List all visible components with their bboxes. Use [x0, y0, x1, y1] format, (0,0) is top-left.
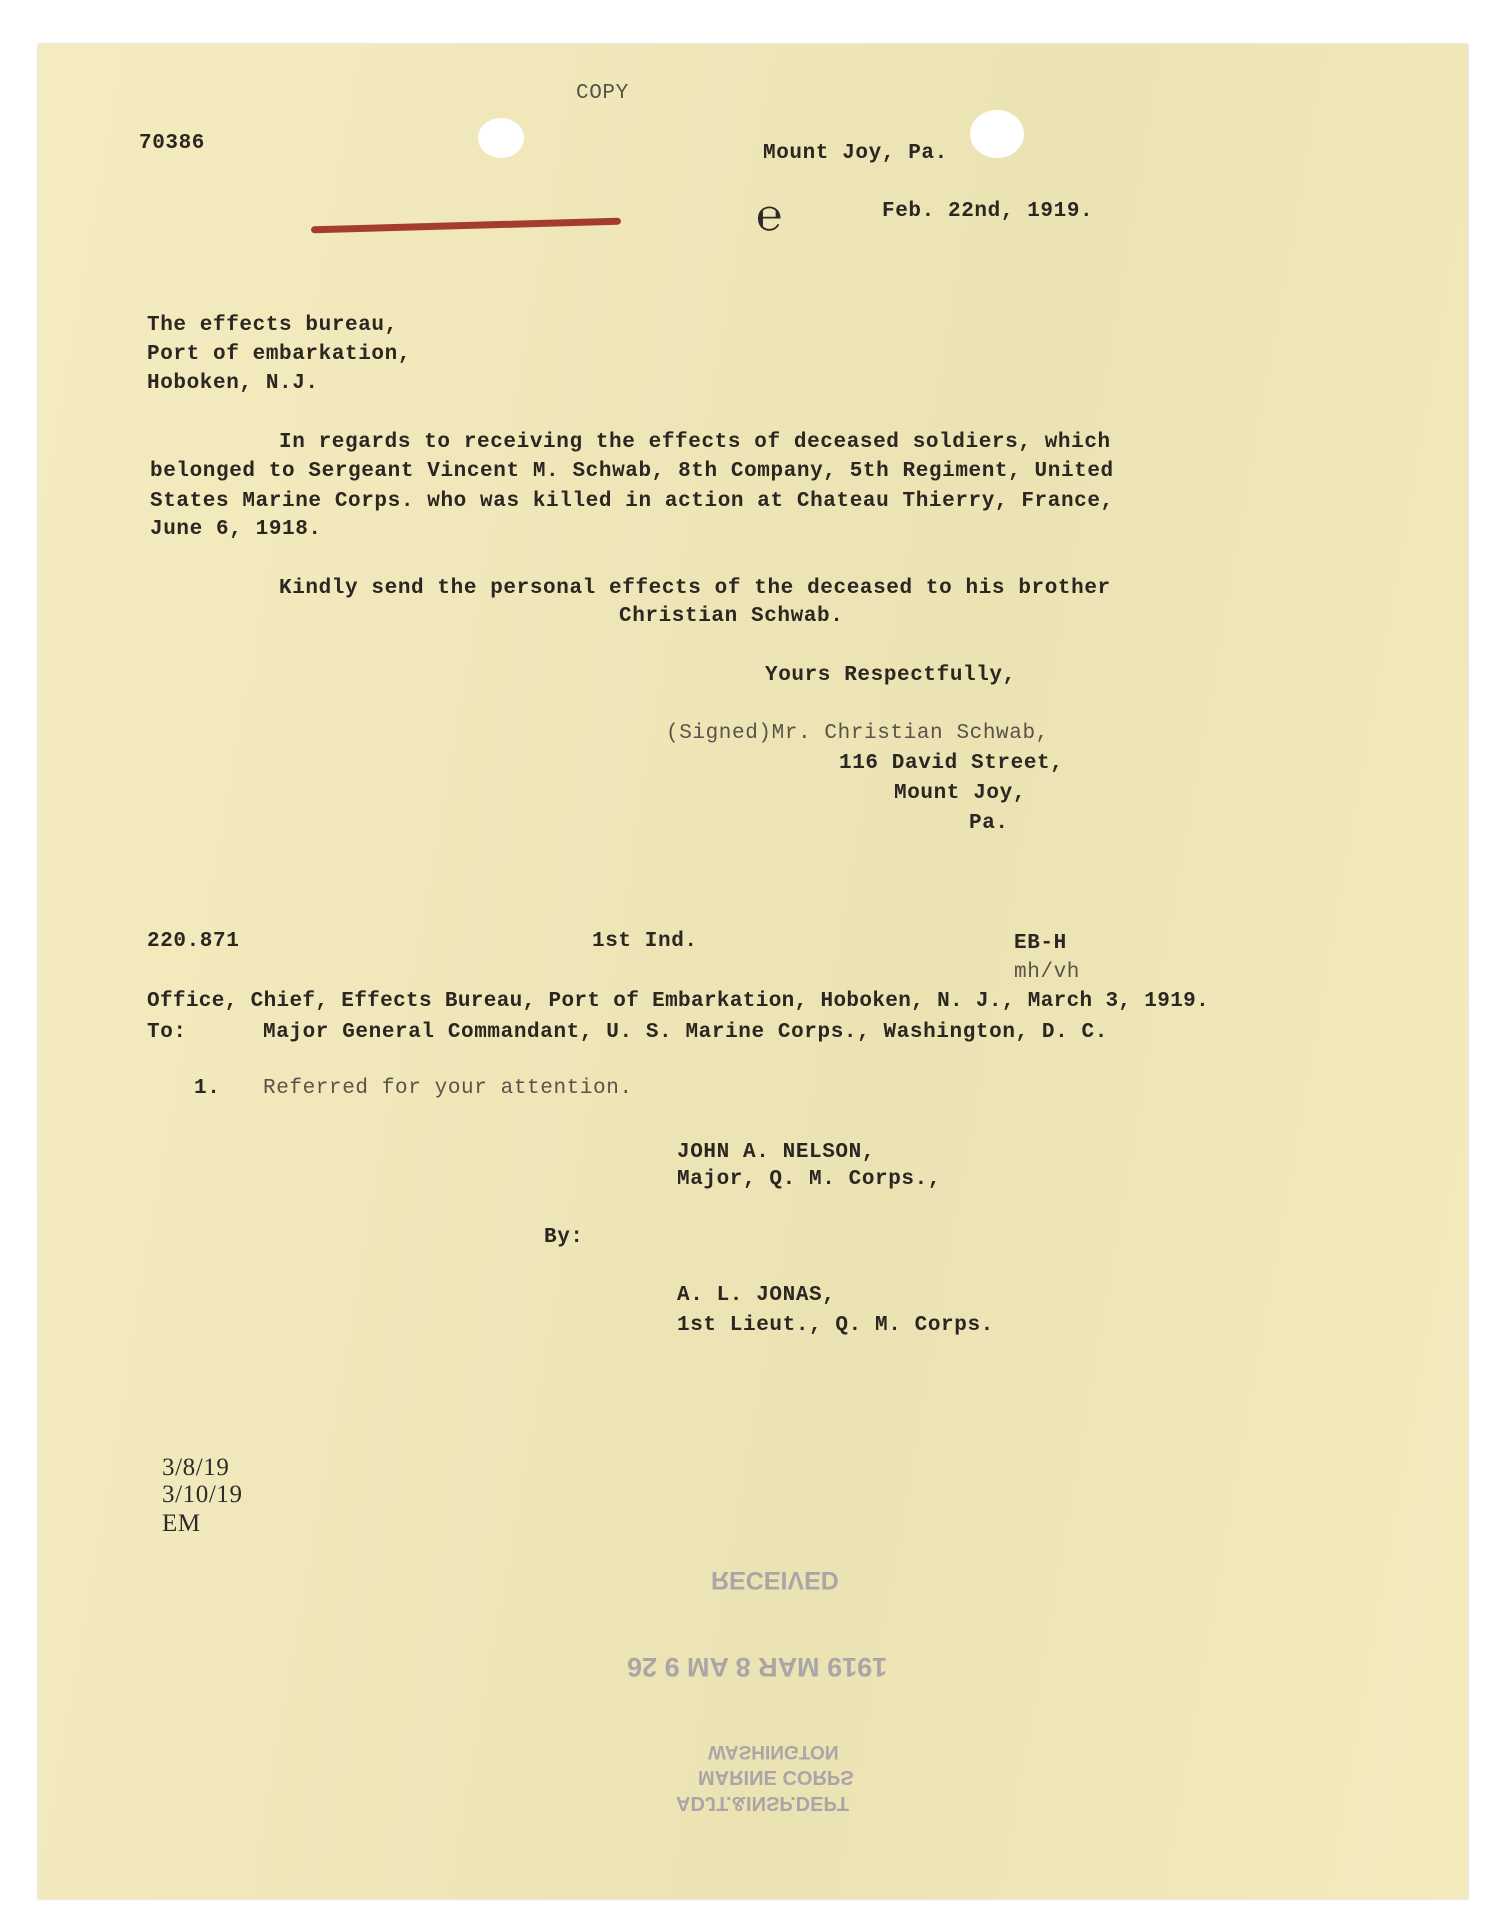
indorsement-code-1: EB-H — [1014, 932, 1067, 955]
indorsement-to-line: Major General Commandant, U. S. Marine Corps., Washington, D. C. — [263, 1021, 1108, 1044]
address-line-1: The effects bureau, — [147, 314, 398, 337]
body-para1-line2: belonged to Sergeant Vincent M. Schwab, 8th Company, 5th Regiment, United — [150, 460, 1114, 483]
punch-hole-left — [478, 118, 524, 158]
received-date-stamp: 1919 MAR 8 AM 9 26 — [627, 1652, 888, 1682]
agent-title: 1st Lieut., Q. M. Corps. — [677, 1314, 994, 1337]
body-para2-line2: Christian Schwab. — [619, 605, 844, 628]
note-initials: EM — [162, 1510, 201, 1537]
closing-salutation: Yours Respectfully, — [765, 664, 1016, 687]
closing-street: 116 David Street, — [839, 752, 1064, 775]
closing-city: Mount Joy, — [894, 782, 1027, 805]
office-stamp-line-1: ADJT.&INSP.DEPT — [676, 1792, 850, 1814]
office-stamp-line-2: MARINE CORPS — [698, 1766, 854, 1788]
letter-place: Mount Joy, Pa. — [763, 142, 948, 165]
indorsement-label: 1st Ind. — [592, 930, 698, 953]
handwritten-check-mark: ℮ — [756, 191, 783, 240]
letter-date: Feb. 22nd, 1919. — [882, 200, 1094, 223]
copy-label: COPY — [576, 82, 629, 105]
signer-name: JOHN A. NELSON, — [677, 1141, 876, 1164]
body-para1-line3: States Marine Corps. who was killed in action at Chateau Thierry, France, — [150, 490, 1114, 513]
body-para1-line4: June 6, 1918. — [150, 518, 322, 541]
closing-signed: (Signed)Mr. Christian Schwab, — [666, 722, 1049, 745]
indorsement-to-label: To: — [147, 1021, 187, 1044]
indorsement-code-2: mh/vh — [1014, 961, 1081, 984]
indorsement-item-text: Referred for your attention. — [263, 1077, 633, 1100]
note-date-2: 3/10/19 — [162, 1481, 243, 1508]
indorsement-from-line: Office, Chief, Effects Bureau, Port of Embarkation, Hoboken, N. J., March 3, 1919. — [147, 990, 1210, 1013]
address-line-2: Port of embarkation, — [147, 343, 412, 366]
body-para1-line1: In regards to receiving the effects of deceased soldiers, which — [279, 431, 1111, 454]
red-pencil-mark — [311, 218, 621, 234]
indorsement-item-number: 1. — [194, 1077, 221, 1100]
office-stamp-line-3: WASHINGTON — [708, 1741, 839, 1762]
agent-name: A. L. JONAS, — [677, 1284, 836, 1307]
address-line-3: Hoboken, N.J. — [147, 372, 319, 395]
body-para2-line1: Kindly send the personal effects of the deceased to his brother — [279, 577, 1111, 600]
note-date-1: 3/8/19 — [162, 1454, 230, 1481]
closing-state: Pa. — [969, 812, 1009, 835]
file-number: 70386 — [139, 132, 206, 155]
received-stamp: RECEIVED — [711, 1566, 839, 1594]
by-label: By: — [544, 1226, 584, 1249]
signer-title: Major, Q. M. Corps., — [677, 1168, 942, 1191]
punch-hole-right — [970, 110, 1024, 158]
indorsement-ref-number: 220.871 — [147, 930, 240, 953]
